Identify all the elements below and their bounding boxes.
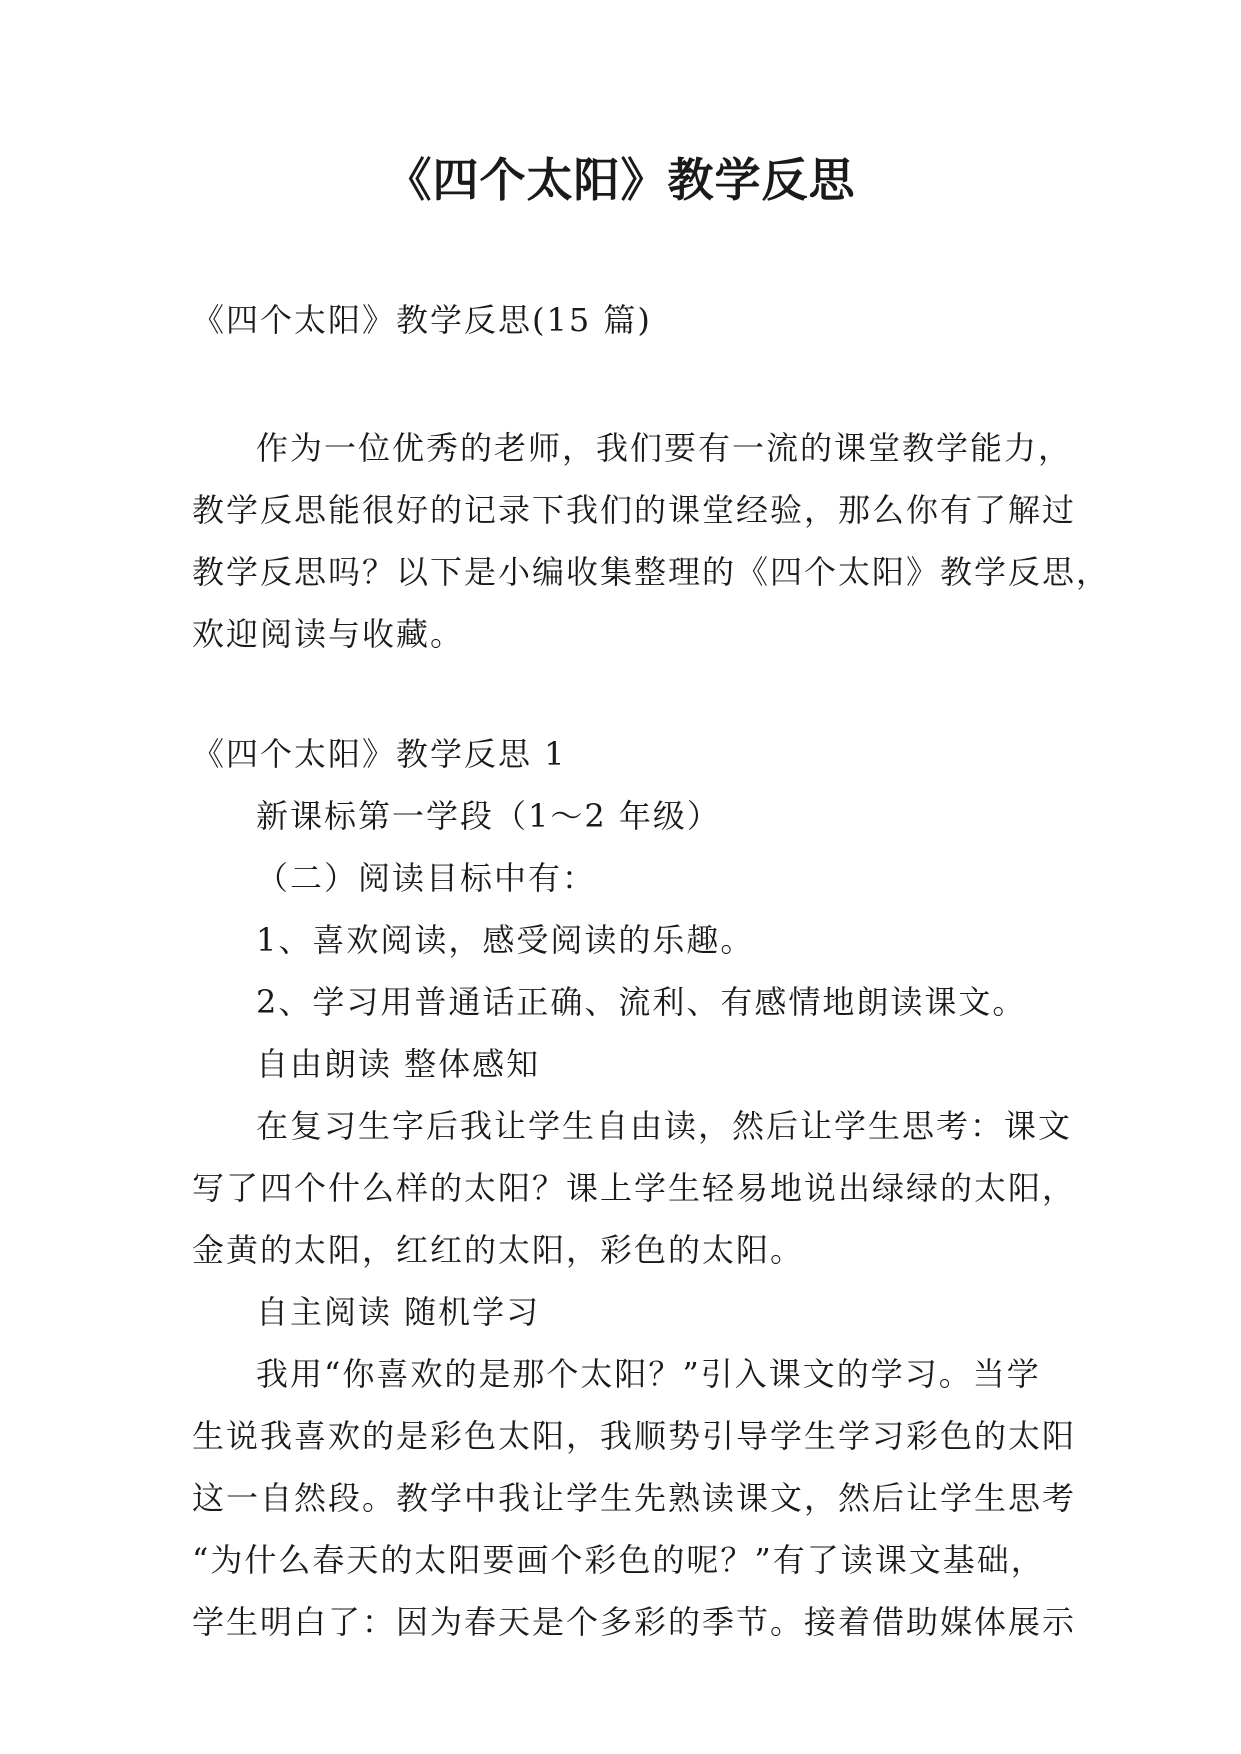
document-body [192, 289, 1111, 1653]
intro-line: 作为一位优秀的老师，我们要有一流的课堂教学能力， [256, 429, 1073, 467]
paragraph-line: 生说我喜欢的是彩色太阳，我顺势引导学生学习彩色的太阳 [192, 1417, 1077, 1455]
paragraph-line: （二）阅读目标中有： [256, 859, 597, 897]
paragraph-line: 学生明白了：因为春天是个多彩的季节。接着借助媒体展示 [192, 1603, 1077, 1641]
section-heading: 《四个太阳》教学反思 1 [192, 735, 567, 773]
paragraph-line: 我用“你喜欢的是那个太阳？”引入课文的学习。当学 [256, 1355, 1041, 1393]
paragraph-line: 自由朗读 整体感知 [256, 1045, 541, 1083]
paragraph-line: 2、学习用普通话正确、流利、有感情地朗读课文。 [256, 983, 1027, 1021]
paragraph-line: 新课标第一学段（1～2 年级） [256, 797, 721, 835]
paragraph-line: “为什么春天的太阳要画个彩色的呢？”有了读课文基础， [192, 1541, 1045, 1579]
document-subtitle: 《四个太阳》教学反思(15 篇) [192, 301, 652, 339]
paragraph-line: 在复习生字后我让学生自由读，然后让学生思考：课文 [256, 1107, 1073, 1145]
intro-line: 欢迎阅读与收藏。 [192, 615, 465, 653]
paragraph-line: 1、喜欢阅读，感受阅读的乐趣。 [256, 921, 755, 959]
paragraph-line: 写了四个什么样的太阳？课上学生轻易地说出绿绿的太阳， [192, 1169, 1077, 1207]
intro-line: 教学反思吗？以下是小编收集整理的《四个太阳》教学反思， [192, 553, 1111, 591]
paragraph-line: 金黄的太阳，红红的太阳，彩色的太阳。 [192, 1231, 805, 1269]
paragraph-line: 这一自然段。教学中我让学生先熟读课文，然后让学生思考 [192, 1479, 1077, 1517]
document-title: 《四个太阳》教学反思 [385, 153, 856, 207]
paragraph-line: 自主阅读 随机学习 [256, 1293, 541, 1331]
intro-line: 教学反思能很好的记录下我们的课堂经验，那么你有了解过 [192, 491, 1077, 529]
